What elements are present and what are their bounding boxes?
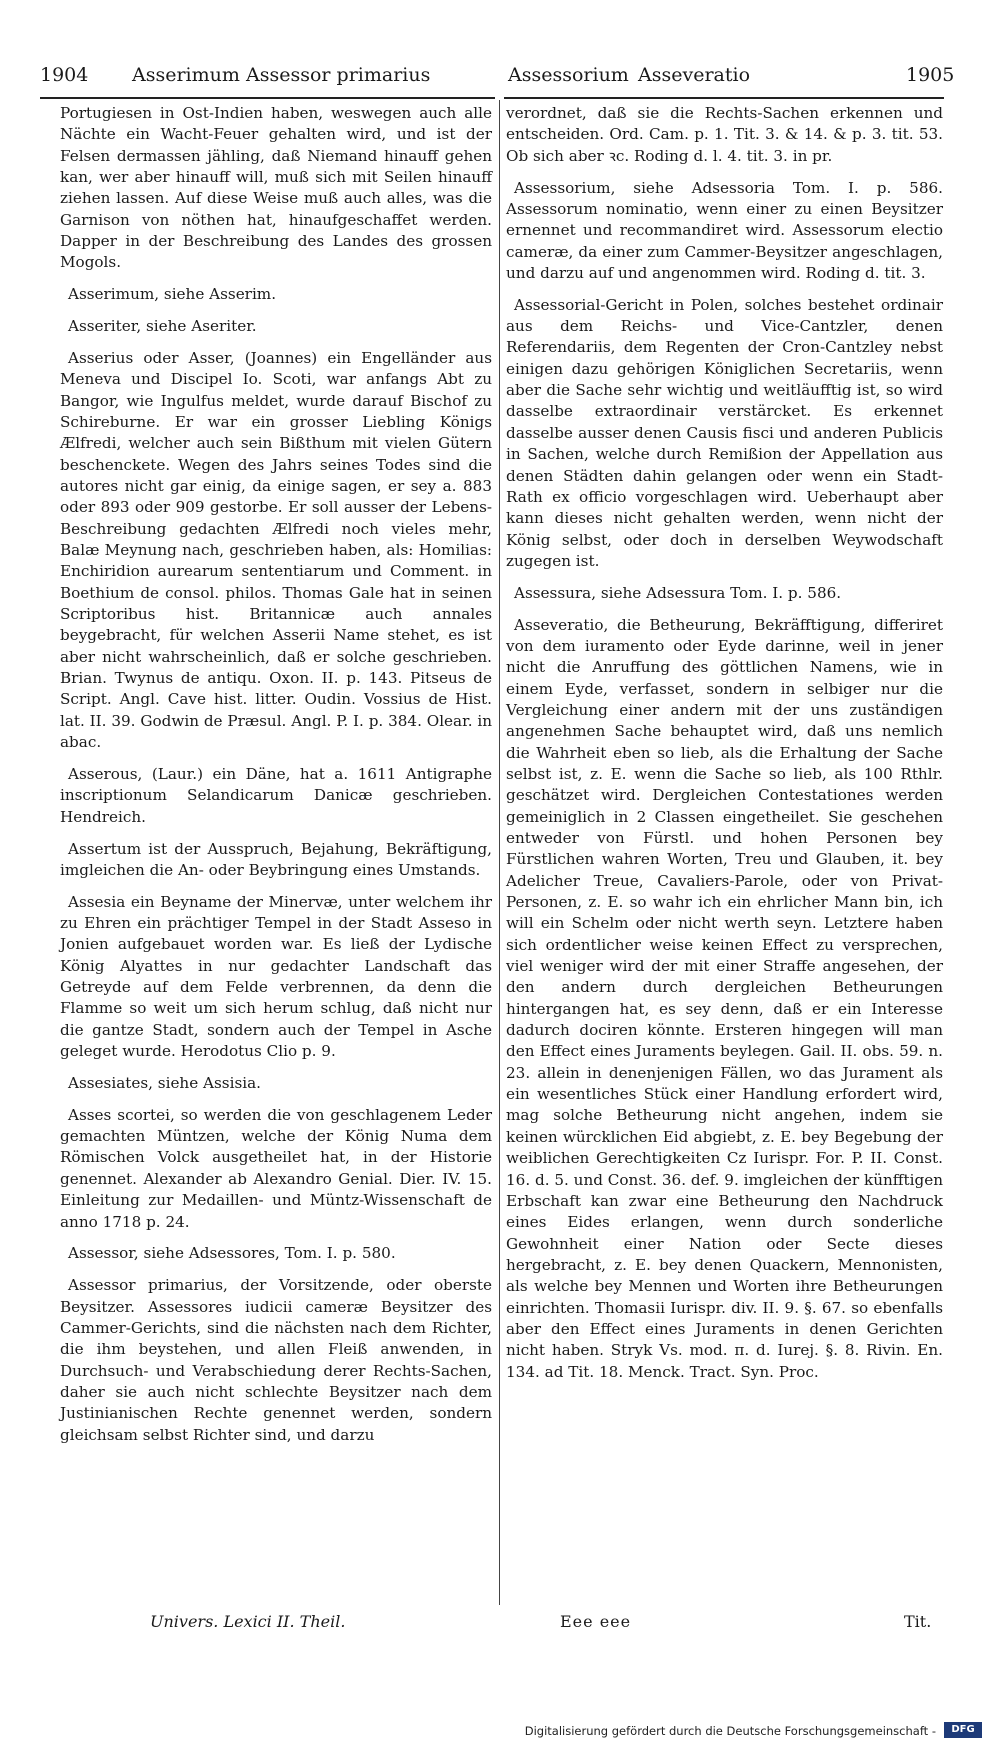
column-divider bbox=[499, 100, 500, 1605]
header-rule-right bbox=[504, 97, 944, 99]
entry-text: Asserous, (Laur.) ein Däne, hat a. 1611 Antigraphe inscriptionum Selandicarum Danicæ geschrieben. Hendreich. bbox=[60, 764, 492, 826]
entry-text: Assessura, siehe Adsessura Tom. I. p. 586. bbox=[514, 583, 842, 602]
signature-mark: Eee eee bbox=[560, 1612, 632, 1631]
left-header-word-2: Assessor primarius bbox=[246, 64, 431, 86]
digitization-credit-bar bbox=[0, 1714, 1000, 1744]
entry-text: Asseriter, siehe Aseriter. bbox=[68, 317, 257, 336]
right-page-number: 1905 bbox=[906, 64, 955, 86]
volume-line: Univers. Lexici II. Theil. bbox=[150, 1612, 346, 1631]
credit-text: Digitalisierung gefördert durch die Deutsche Forschungsgemeinschaft - bbox=[524, 1724, 936, 1738]
left-page-number: 1904 bbox=[40, 64, 89, 86]
entry-text: Assessorial-Gericht in Polen, solches bestehet ordinair aus dem Reichs- und Vice-Cantzler, denen Referendariis, dem Regenten der Cron-Cantzley nebst einigen dazu gehörigen Königlichen Secretariis, wenn aber die Sache sehr wichtig und weitläufftig ist, so wird dasselbe extraordinair verstärcket. Es erkennet dasselbe ausser denen Causis fisci und anderen Publicis in Sachen, welche durch Remißion der Appellation aus denen Städten dahin gelangen oder wenn ein Stadt-Rath ex officio vorgeschlagen wird. Ueberhaupt aber kann dieses nicht gehalten werden, wenn nicht der König selbst, oder doch in derselben Weywodschaft zugegen ist. bbox=[506, 295, 943, 570]
running-header bbox=[40, 64, 960, 100]
entry-text: Assertum ist der Ausspruch, Bejahung, Bekräftigung, imgleichen die An- oder Beybringung eines Umstands. bbox=[60, 839, 492, 879]
entry-text: Assessor, siehe Adsessores, Tom. I. p. 580. bbox=[68, 1244, 396, 1263]
entry-text: Portugiesen in Ost-Indien haben, weswegen auch alle Nächte ein Wacht-Feuer gehalten wird, und ist der Felsen dermassen jähling, daß Niemand hinauff gehen kan, wer aber hinauff will, muß sich mit Seilen hinauff ziehen lassen. Auf diese Weise muß auch alles, was die Garnison von nöthen hat, hinaufgeschaffet werden. Dapper in der Beschreibung des Landes des grossen Mogols. bbox=[60, 104, 492, 272]
entry-text: Asses scortei, so werden die von geschlagenem Leder gemachten Müntzen, welche der König Numa dem Römischen Volck ausgetheilet hat, in der Historie genennet. Alexander ab Alexandro Genial. Dier. IV. 15. Einleitung zur Medaillen- und Müntz-Wissenschaft de anno 1718 p. 24. bbox=[60, 1105, 492, 1231]
entry-text: Asserius oder Asser, (Joannes) ein Engelländer aus Meneva und Discipel Io. Scoti, war anfangs Abt zu Bangor, wie Ingulfus meldet, wurde darauf Bischof zu Schireburne. Er war ein grosser Liebling Königs Ælfredi, welcher auch sein Bißthum mit vielen Gütern beschenckete. Wegen des Jahrs seines Todes sind die autores nicht gar einig, da einige sagen, er sey a. 883 oder 893 oder 909 gestorbe. Er soll ausser der Lebens-Beschreibung gedachten Ælfredi noch vieles mehr, Balæ Meynung nach, geschrieben haben, als: Homilias: Enchiridion aurearum sententiarum und Comment. in Boethium de consol. philos. Thomas Gale hat in seinen Scriptoribus hist. Britannicæ auch annales beygebracht, für welchen Asserii Name stehet, es ist aber nicht wahrscheinlich, daß er solche geschrieben. Brian. Twynus de antiqu. Oxon. II. p. 143. Pitseus de Script. Angl. Cave hist. litter. Oudin. Vossius de Hist. lat. II. 39. Godwin de Præsul. Angl. P. I. p. 384. Olear. in abac. bbox=[60, 348, 492, 752]
entry-text: Assessor primarius, der Vorsitzende, oder oberste Beysitzer. Assessores iudicii cameræ Beysitzer des Cammer-Gerichts, sind die nächsten nach dem Richter, die ihm beystehen, und allen Fleiß anwenden, in Durchsuch- und Verabschiedung derer Rechts-Sachen, daher sie auch nicht schlechte Beysitzer nach dem Justinianischen Rechte genennet werden, sondern gleichsam selbst Richter sind, und darzu bbox=[60, 1276, 492, 1444]
header-rule-left bbox=[40, 97, 495, 99]
right-header-word-2: Asseveratio bbox=[638, 64, 751, 86]
entry-text: verordnet, daß sie die Rechts-Sachen erkennen und entscheiden. Ord. Cam. p. 1. Tit. 3. & 14. & p. 3. tit. 53. Ob sich aber ꝛc. Roding d. l. 4. tit. 3. in pr. bbox=[506, 104, 943, 165]
entry-text: Asseveratio, die Betheurung, Bekräfftigung, differiret von dem iuramento oder Eyde darinne, weil in jener nicht die Anruffung des göttlichen Namens, wie in einem Eyde, verfasset, sondern in selbiger nur die Vergleichung einer andern mit der uns zuständigen angenehmen Sache behauptet wird, daß uns nemlich die Wahrheit eben so lieb, als die Erhaltung der Sache selbst ist, z. E. wenn die Sache so lieb, als 100 Rthlr. geschätzet wird. Dergleichen Contestationes werden gemeiniglich in 2 Classen eingetheilet. Sie geschehen entweder von Fürstl. und hohen Personen bey Fürstlichen wahren Worten, Treu und Glauben, it. bey Adelicher Treue, Cavaliers-Parole, oder von Privat-Personen, z. E. so wahr ich ein ehrlicher Mann bin, ich will ein Schelm oder nicht werth seyn. Letztere haben sich ordentlicher weise keinen Effect zu versprechen, viel weniger wird der mit einer Straffe angesehen, der den andern durch dergleichen Betheurungen hintergangen hat, es sey denn, daß er ein Interesse dadurch dociren könnte. Ersteren hingegen will man den Effect eines Juraments beylegen. Gail. II. obs. 59. n. 23. allein in denenjenigen Fällen, wo das Jurament als ein wesentliches Stück einer Handlung erfordert wird, mag solche Betheurung nicht angehen, indem sie keinen würcklichen Eid abgiebt, z. E. bey Begebung der weiblichen Gerechtigkeiten Cz Iurispr. For. P. II. Const. 16. d. 5. und Const. 36. def. 9. imgleichen der künfftigen Erbschaft kan zwar eine Betheurung den Nachdruck eines Eides erlangen, wenn durch sonderliche Gewohnheit einer Nation oder Secte dieses hergebracht, z. E. bey denen Quackern, Mennonisten, als welche bey Mennen und Worten ihre Betheurungen einrichten. Thomasii Iurispr. div. II. 9. §. 67. so ebenfalls aber den Effect eines Juraments in denen Gerichten nicht haben. Stryk Vs. mod. π. d. Iurej. §. 8. Rivin. En. 134. ad Tit. 18. Menck. Tract. Syn. Proc. bbox=[506, 615, 944, 1381]
entry-text: Asserimum, siehe Asserim. bbox=[68, 285, 277, 304]
left-column bbox=[60, 103, 492, 1456]
left-header-word-1: Asserimum bbox=[132, 64, 240, 86]
entry-text: Assesiates, siehe Assisia. bbox=[68, 1073, 261, 1092]
entry-text: Assessorium, siehe Adsessoria Tom. I. p. 586. Assessorum nominatio, wenn einer zu einen Beysitzer ernennet und recommandiret wird. Assessorum electio cameræ, da einer zum Cammer-Beysitzer angeschlagen, und darzu auf und angenommen wird. Roding d. tit. 3. bbox=[506, 178, 943, 282]
dfg-logo: DFG bbox=[944, 1722, 982, 1738]
catchword: Tit. bbox=[904, 1612, 932, 1631]
entry-text: Assesia ein Beyname der Minervæ, unter welchem ihr zu Ehren ein prächtiger Tempel in der Stadt Asseso in Jonien aufgebauet worden war. Es ließ der Lydische König Alyattes in nur gedachter Landschaft das Getreyde auf dem Felde verbrennen, da denn die Flamme so weit um sich herum schlug, daß nicht nur die gantze Stadt, sondern auch der Tempel in Asche geleget wurde. Herodotus Clio p. 9. bbox=[60, 892, 492, 1061]
right-header-word-1: Assessorium bbox=[508, 64, 629, 86]
right-column bbox=[506, 103, 943, 1393]
